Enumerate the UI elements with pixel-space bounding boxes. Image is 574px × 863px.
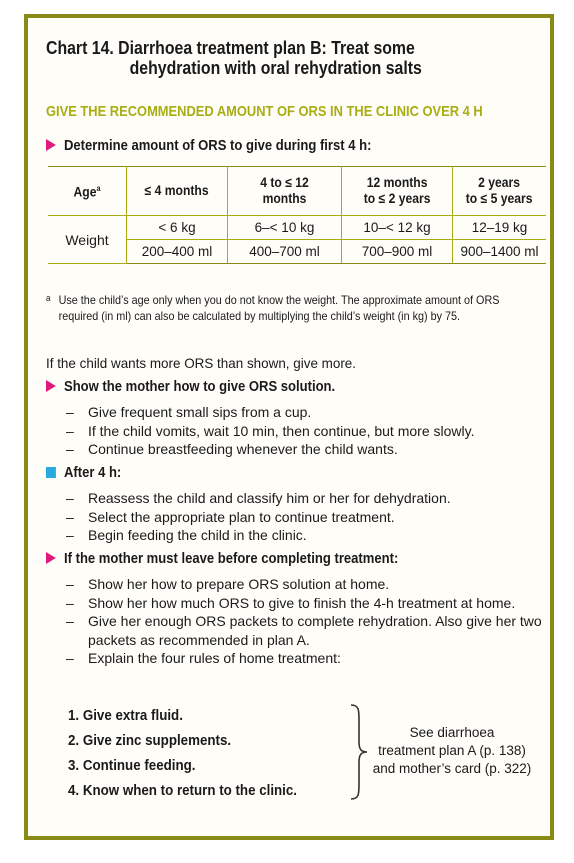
ors-cell: 900–1400 ml <box>453 240 547 264</box>
weight-cell: 6–< 10 kg <box>228 216 342 240</box>
determine-amount-label: Determine amount of ORS to give during first 4 h: <box>64 138 372 154</box>
triangle-bullet-icon <box>46 552 56 564</box>
age-column-1: ≤ 4 months <box>127 167 228 216</box>
age-column-4: 2 years to ≤ 5 years <box>453 167 547 216</box>
age-column-2: 4 to ≤ 12 months <box>228 167 342 216</box>
more-ors-note: If the child wants more ORS than shown, give more. <box>46 355 357 371</box>
chart-frame <box>24 14 554 840</box>
home-treatment-rules <box>68 708 297 808</box>
list-item: – Select the appropriate plan to continue treatment. <box>66 508 395 525</box>
see-note-line: treatment plan A (p. 138) <box>378 743 526 758</box>
ors-cell: 700–900 ml <box>342 240 453 264</box>
mother-leave-list <box>66 575 551 668</box>
list-item: – Continue breastfeeding whenever the child wants. <box>66 441 398 457</box>
weight-cell: 10–< 12 kg <box>342 216 453 240</box>
age-header: Age$^a$ <box>48 167 127 216</box>
ors-cell: 400–700 ml <box>228 240 342 264</box>
square-bullet-icon <box>46 467 56 478</box>
rule-item: 4. Know when to return to the clinic. <box>68 783 298 799</box>
ors-amount-table <box>48 166 546 264</box>
see-plan-note <box>364 724 540 778</box>
footnote-text: Use the child’s age only when you do not know the weight. The approximate amount of ORS required (in ml) can also be calculated by multiplying the child’s weight (in kg) by 75. <box>58 293 500 323</box>
determine-amount-heading <box>46 138 371 154</box>
mother-leave-heading <box>46 551 398 567</box>
list-item: – Explain the four rules of home treatment: <box>66 650 341 666</box>
title-line-1: Chart 14. Diarrhoea treatment plan B: Treat some <box>46 38 415 58</box>
weight-cell: < 6 kg <box>127 216 228 240</box>
list-item: – Give her enough ORS packets to complete rehydration. Also give her two packets as recommended in plan A. <box>66 613 542 648</box>
mother-leave-label: If the mother must leave before completing treatment: <box>64 551 399 567</box>
after-4h-label: After 4 h: <box>64 465 122 481</box>
list-item: – Show her how much ORS to give to finish the 4-h treatment at home. <box>66 594 516 611</box>
list-item: – Begin feeding the child in the clinic. <box>66 527 307 543</box>
table-header-row <box>48 167 546 216</box>
page-title <box>46 38 486 78</box>
list-item: – Show her how to prepare ORS solution at home. <box>66 576 390 592</box>
rule-item: 1. Give extra fluid. <box>68 708 183 724</box>
footnote-marker: a <box>46 293 51 303</box>
age-column-3: 12 months to ≤ 2 years <box>342 167 453 216</box>
table-footnote <box>46 292 505 324</box>
rule-item: 2. Give zinc supplements. <box>68 733 232 749</box>
see-note-line: See diarrhoea <box>409 725 495 740</box>
title-line-2: dehydration with oral rehydration salts <box>129 58 422 78</box>
after-4h-list <box>66 489 551 545</box>
after-4h-heading <box>46 465 121 481</box>
triangle-bullet-icon <box>46 380 56 392</box>
show-mother-heading <box>46 379 335 395</box>
triangle-bullet-icon <box>46 139 56 151</box>
see-note-line: and mother’s card (p. 322) <box>372 761 532 776</box>
list-item: – Reassess the child and classify him or her for dehydration. <box>66 490 451 506</box>
section-subheading: GIVE THE RECOMMENDED AMOUNT OF ORS IN THE CLINIC OVER 4 H <box>46 103 483 120</box>
show-mother-list <box>66 403 551 459</box>
weight-label: Weight <box>48 216 127 264</box>
weight-cell: 12–19 kg <box>453 216 547 240</box>
rule-item: 3. Continue feeding. <box>68 758 196 774</box>
list-item: – Give frequent small sips from a cup. <box>66 404 312 420</box>
list-item: – If the child vomits, wait 10 min, then continue, but more slowly. <box>66 422 475 439</box>
table-row-weight <box>48 216 546 240</box>
ors-cell: 200–400 ml <box>127 240 228 264</box>
show-mother-label: Show the mother how to give ORS solution. <box>64 379 336 395</box>
